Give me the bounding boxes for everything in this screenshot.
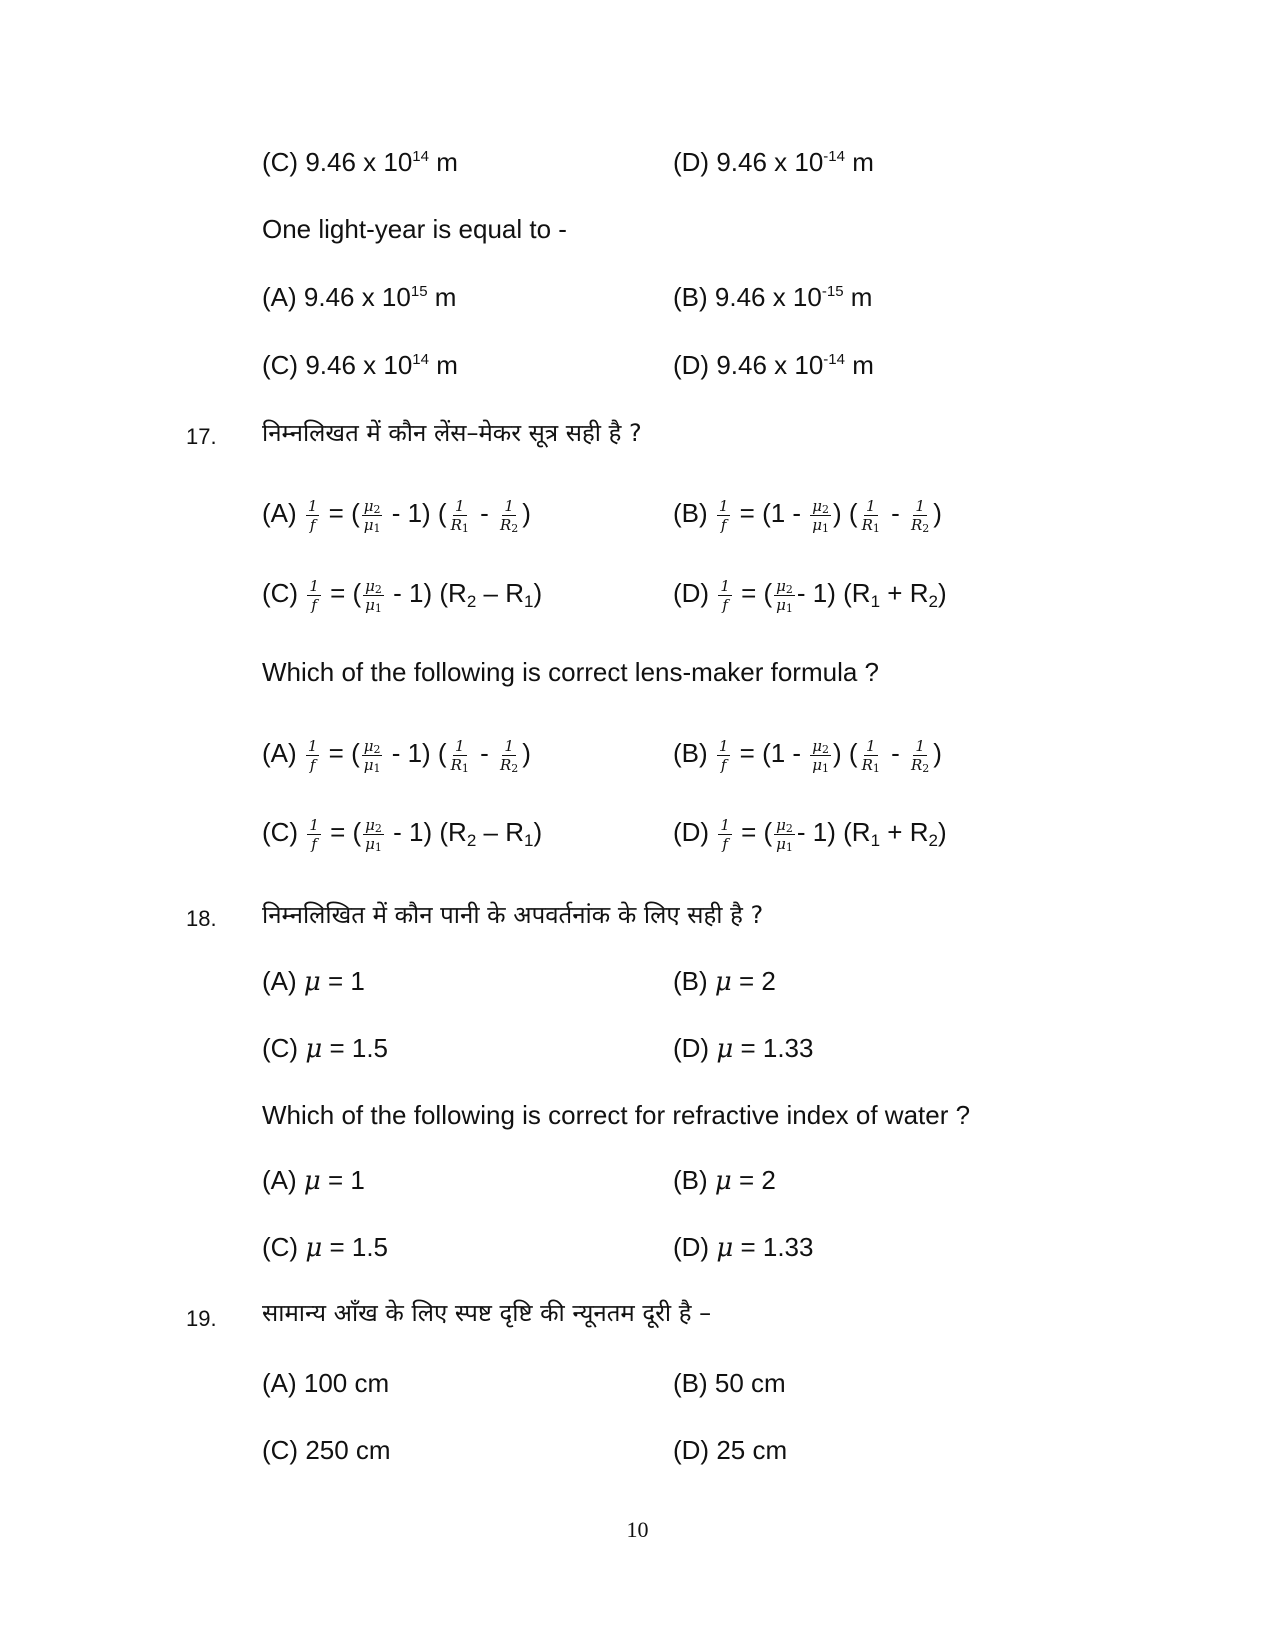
q17-hindi-question: निम्नलिखत में कौन लेंस–मेकर सूत्र सही है ?	[262, 419, 642, 447]
q17-en-option-b: (B) $\frac{1}{f}$ = (1 - $\frac{\mu_2}{\mu_1}$ ) ( $\frac{1}{R_1}$ - $\frac{1}{R_2}$ )	[673, 736, 942, 775]
q17-english-question: Which of the following is correct lens-maker formula ?	[262, 657, 880, 687]
q18-option-c: (C) μ = 1.5	[262, 1033, 389, 1064]
question-number: 17.	[186, 424, 217, 449]
question-number: 18.	[186, 906, 217, 931]
q18-en-option-c: (C) μ = 1.5	[262, 1232, 389, 1263]
q16-en-option-d: (D) 9.46 x $10^{-14}$ m	[673, 350, 874, 380]
q16-en-option-c: (C) 9.46 x $10^{14}$ m	[262, 350, 458, 380]
q19-option-a: (A) 100 cm	[262, 1368, 390, 1398]
q18-en-option-a: (A) μ = 1	[262, 1165, 365, 1196]
q18-option-b: (B) μ = 2	[673, 966, 776, 997]
q17-option-b: (B) $\frac{1}{f}$ = (1 - $\frac{\mu_2}{\mu_1}$ ) ( $\frac{1}{R_1}$ - $\frac{1}{R_2}$ )	[673, 496, 942, 535]
q18-option-a: (A) μ = 1	[262, 966, 365, 997]
q19-option-d: (D) 25 cm	[673, 1435, 788, 1465]
q17-option-a: (A) $\frac{1}{f}$ = ( $\frac{\mu_2}{\mu_1}$ - 1) ( $\frac{1}{R_1}$ - $\frac{1}{R_2}$ )	[262, 496, 531, 535]
q17-option-d: (D) $\frac{1}{f}$ = ( $\frac{\mu_2}{\mu_1}$ - 1) $(R_1 + R_2)$	[673, 576, 947, 615]
q17-en-option-c: (C) $\frac{1}{f}$ = ( $\frac{\mu_2}{\mu_1}$ - 1) $(R_2 - R_1)$	[262, 815, 543, 854]
q16-en-option-b: (B) 9.46 x $10^{-15}$ m	[673, 282, 873, 312]
q16-option-d: (D) 9.46 x $10^{-14}$ m	[673, 147, 874, 177]
page-number: 10	[626, 1517, 649, 1542]
q17-en-option-d: (D) $\frac{1}{f}$ = ( $\frac{\mu_2}{\mu_1}$ - 1) $(R_1 + R_2)$	[673, 815, 947, 854]
q18-option-d: (D) μ = 1.33	[673, 1033, 814, 1064]
q18-en-option-d: (D) μ = 1.33	[673, 1232, 814, 1263]
q19-hindi-question: सामान्य आँख के लिए स्पष्ट दृष्टि की न्यूनतम दूरी है –	[262, 1299, 712, 1327]
q19-option-c: (C) 250 cm	[262, 1435, 391, 1465]
q16-en-option-a: (A) 9.46 x $10^{15}$ m	[262, 282, 457, 312]
q16-english-question: One light-year is equal to -	[262, 214, 567, 244]
q18-english-question: Which of the following is correct for refractive index of water ?	[262, 1100, 971, 1130]
q18-en-option-b: (B) μ = 2	[673, 1165, 776, 1196]
q16-option-c: (C) 9.46 x $10^{14}$ m	[262, 147, 458, 177]
q18-hindi-question: निम्नलिखित में कौन पानी के अपवर्तनांक के लिए सही है ?	[262, 901, 764, 929]
q19-option-b: (B) 50 cm	[673, 1368, 786, 1398]
question-number: 19.	[186, 1306, 217, 1331]
q17-option-c: (C) $\frac{1}{f}$ = ( $\frac{\mu_2}{\mu_1}$ - 1) $(R_2 - R_1)$	[262, 576, 543, 615]
q17-en-option-a: (A) $\frac{1}{f}$ = ( $\frac{\mu_2}{\mu_1}$ - 1) ( $\frac{1}{R_1}$ - $\frac{1}{R_2}$ )	[262, 736, 531, 775]
